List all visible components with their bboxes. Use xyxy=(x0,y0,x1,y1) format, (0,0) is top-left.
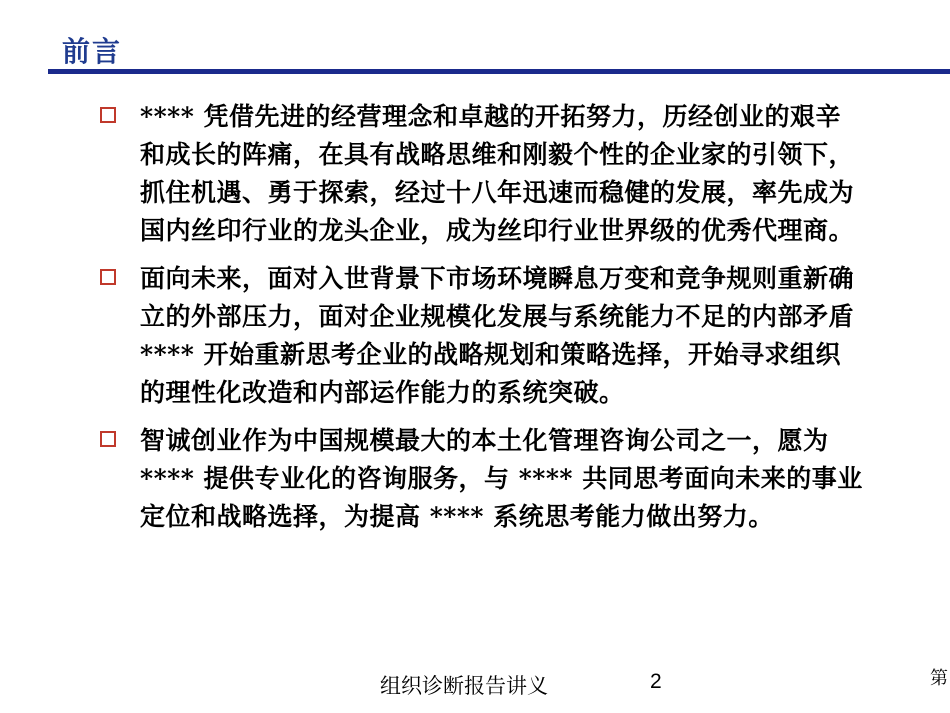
text-line: 抓住机遇、勇于探索，经过十八年迅速而稳健的发展，率先成为 xyxy=(140,178,855,207)
page-title: 前言 xyxy=(62,35,123,68)
corner-page-label: 第 xyxy=(930,668,948,689)
text-line: 面向未来，面对入世背景下市场环境瞬息万变和竞争规则重新确 xyxy=(140,264,855,293)
bullet-item xyxy=(100,260,950,412)
bullet-item xyxy=(100,422,950,536)
text-line: 国内丝印行业的龙头企业，成为丝印行业世界级的优秀代理商。 xyxy=(140,216,855,245)
square-bullet-icon xyxy=(100,269,116,285)
footer-title: 组织诊断报告讲义 xyxy=(380,675,548,698)
page-number: 2 xyxy=(650,670,662,693)
text-line: **** 凭借先进的经营理念和卓越的开拓努力，历经创业的艰辛 xyxy=(140,102,842,131)
bullet-paragraph xyxy=(140,98,950,250)
text-line: 的理性化改造和内部运作能力的系统突破。 xyxy=(140,378,625,407)
square-bullet-icon xyxy=(100,107,116,123)
square-bullet-icon xyxy=(100,431,116,447)
text-line: **** 提供专业化的咨询服务，与 **** 共同思考面向未来的事业 xyxy=(140,464,863,493)
text-line: 智诚创业作为中国规模最大的本土化管理咨询公司之一，愿为 xyxy=(140,426,829,455)
content-area xyxy=(100,98,950,546)
text-line: 定位和战略选择，为提高 **** 系统思考能力做出努力。 xyxy=(140,502,774,531)
bullet-item xyxy=(100,98,950,250)
text-line: 和成长的阵痛，在具有战略思维和刚毅个性的企业家的引领下， xyxy=(140,140,855,169)
bullet-paragraph xyxy=(140,422,950,536)
text-line: 立的外部压力，面对企业规模化发展与系统能力不足的内部矛盾 xyxy=(140,302,855,331)
bullet-paragraph xyxy=(140,260,950,412)
title-divider xyxy=(48,69,950,74)
text-line: **** 开始重新思考企业的战略规划和策略选择，开始寻求组织 xyxy=(140,340,842,369)
